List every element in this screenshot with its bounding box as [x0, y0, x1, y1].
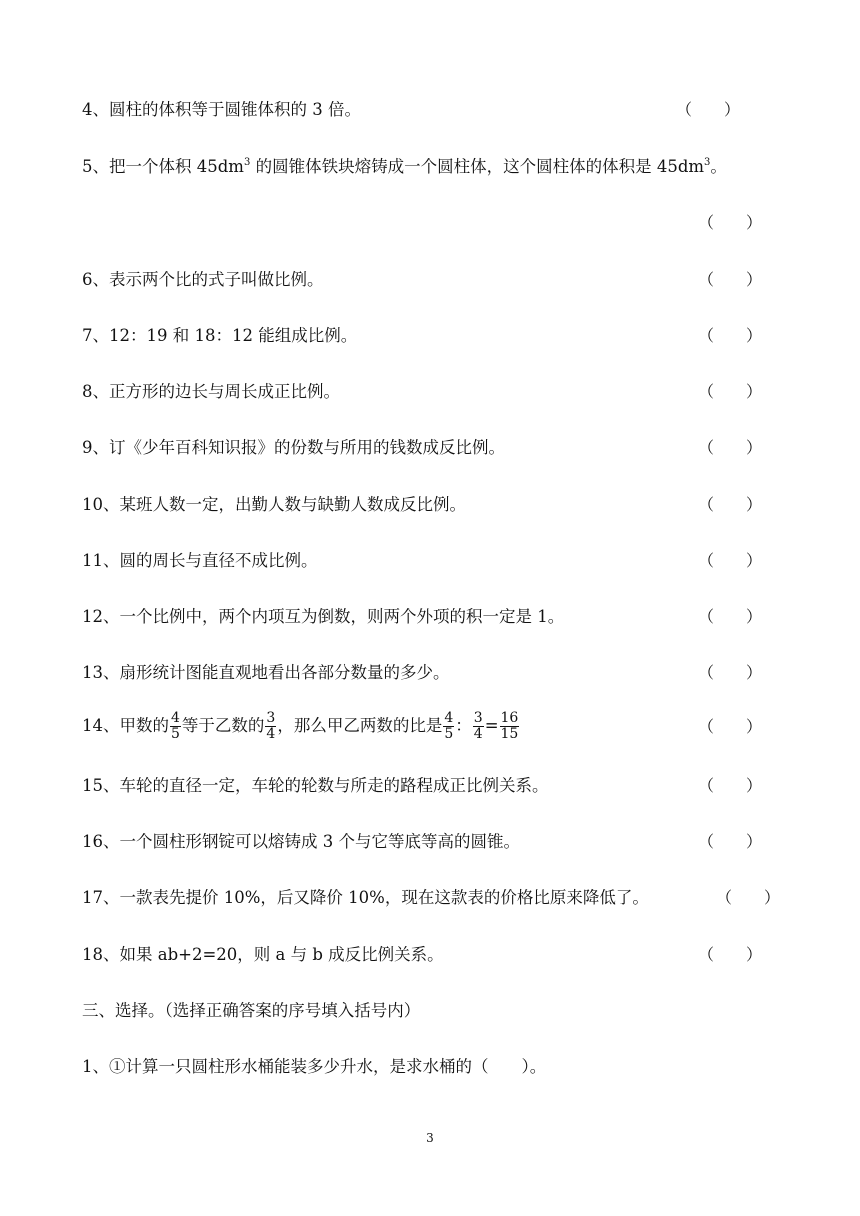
question-14-text-e: =: [484, 716, 499, 735]
question-11-text: 11、圆的周长与直径不成比例。: [82, 551, 318, 570]
question-9: [82, 437, 505, 459]
question-12-text: 12、一个比例中，两个内项互为倒数，则两个外项的积一定是 1。: [82, 607, 565, 626]
answer-paren-15[interactable]: （ ）: [698, 776, 763, 795]
question-6-text: 6、表示两个比的式子叫做比例。: [82, 270, 324, 289]
question-10: [82, 494, 466, 516]
answer-paren-18[interactable]: （ ）: [698, 945, 763, 964]
question-17: [82, 887, 649, 909]
question-14-text-b: 等于乙数的: [181, 716, 265, 735]
question-14-text-c: ，那么甲乙两数的比是: [277, 716, 443, 735]
answer-paren-14[interactable]: （ ）: [698, 717, 763, 736]
question-5-text-a: 5、把一个体积 45dm: [82, 157, 244, 176]
section-title: 三、选择。（选择正确答案的序号填入括号内）: [82, 1001, 421, 1020]
question-18: [82, 944, 444, 966]
question-13-text: 13、扇形统计图能直观地看出各部分数量的多少。: [82, 663, 450, 682]
page-number: 3: [426, 1131, 434, 1145]
question-7-text: 7、12：19 和 18：12 能组成比例。: [82, 326, 358, 345]
question-15-text: 15、车轮的直径一定，车轮的轮数与所走的路程成正比例关系。: [82, 776, 549, 795]
answer-paren-17[interactable]: （ ）: [716, 888, 781, 907]
question-5-text-b: 的圆锥体铁块熔铸成一个圆柱体，这个圆柱体的体积是 45dm: [250, 157, 705, 176]
answer-paren-12[interactable]: （ ）: [698, 607, 763, 626]
question-14-text-a: 14、甲数的: [82, 716, 169, 735]
fraction-3-4-ratio: $\frac{3}{4}$: [473, 710, 483, 742]
choice-question-1: 1、①计算一只圆柱形水桶能装多少升水，是求水桶的（ ）。: [82, 1057, 547, 1076]
question-13: [82, 662, 450, 684]
question-16: [82, 831, 520, 853]
answer-paren-8[interactable]: （ ）: [698, 382, 763, 401]
superscript-3: 3: [704, 157, 711, 168]
question-5-text-c: 。: [710, 157, 727, 176]
answer-paren-10[interactable]: （ ）: [698, 495, 763, 514]
question-16-text: 16、一个圆柱形钢锭可以熔铸成 3 个与它等底等高的圆锥。: [82, 832, 520, 851]
answer-paren-16[interactable]: （ ）: [698, 832, 763, 851]
question-9-text: 9、订《少年百科知识报》的份数与所用的钱数成反比例。: [82, 438, 505, 457]
answer-paren-11[interactable]: （ ）: [698, 551, 763, 570]
question-8: [82, 381, 340, 403]
answer-paren-9[interactable]: （ ）: [698, 438, 763, 457]
question-11: [82, 550, 318, 572]
superscript-3: 3: [243, 157, 251, 168]
question-8-text: 8、正方形的边长与周长成正比例。: [82, 382, 340, 401]
answer-paren-6[interactable]: （ ）: [698, 270, 763, 289]
answer-paren-4[interactable]: （ ）: [676, 100, 741, 119]
question-12: [82, 606, 564, 628]
question-4-text: 4、圆柱的体积等于圆锥体积的 3 倍。: [82, 100, 361, 119]
question-10-text: 10、某班人数一定，出勤人数与缺勤人数成反比例。: [82, 495, 466, 514]
fraction-4-5: $\frac{4}{5}$: [171, 710, 180, 742]
question-6: [82, 269, 324, 291]
question-7: [82, 325, 357, 347]
question-18-text: 18、如果 ab+2=20，则 a 与 b 成反比例关系。: [82, 945, 444, 964]
answer-paren-13[interactable]: （ ）: [698, 663, 763, 682]
fraction-3-4: $\frac{3}{4}$: [266, 710, 276, 742]
answer-paren-5[interactable]: （ ）: [698, 213, 763, 232]
question-5: [82, 156, 727, 178]
question-14: [82, 709, 520, 743]
fraction-16-15: $\frac{16}{15}$: [500, 710, 519, 742]
question-17-text: 17、一款表先提价 10%，后又降价 10%，现在这款表的价格比原来降低了。: [82, 888, 649, 907]
answer-paren-7[interactable]: （ ）: [698, 326, 763, 345]
fraction-4-5-ratio: $\frac{4}{5}$: [444, 710, 454, 742]
question-4: [82, 99, 361, 121]
question-15: [82, 775, 549, 797]
question-14-text-d: ：: [455, 716, 472, 735]
